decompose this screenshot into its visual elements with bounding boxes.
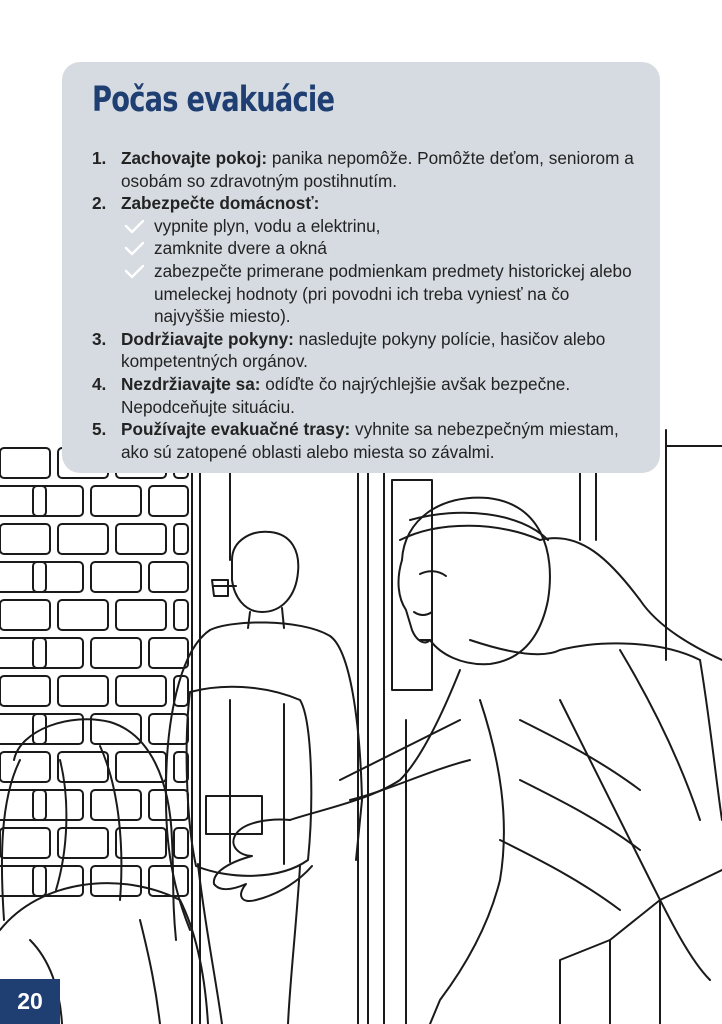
door-frame — [192, 430, 722, 1024]
step-number: 5. — [92, 419, 107, 440]
brick — [33, 638, 83, 668]
brick — [91, 562, 141, 592]
brick — [116, 600, 166, 630]
step-text: vyhnite sa nebezpečným miestam, ako sú zatopené oblasti alebo miesta so závalmi. — [121, 419, 619, 462]
step-item — [92, 373, 637, 418]
step-item — [92, 418, 637, 463]
brick — [58, 676, 108, 706]
brick — [149, 866, 188, 896]
step-item — [92, 328, 637, 373]
brick — [0, 524, 50, 554]
brick — [0, 486, 46, 516]
brick — [91, 486, 141, 516]
step-text: panika nepomôže. Pomôžte deťom, seniorom a osobám so zdravotným postihnutím. — [121, 148, 634, 191]
brick — [149, 638, 188, 668]
brick — [116, 676, 166, 706]
brick — [116, 752, 166, 782]
brick — [0, 562, 46, 592]
substep-item — [121, 215, 637, 238]
page-number: 20 — [0, 979, 60, 1024]
brick — [0, 448, 50, 478]
substeps-list — [121, 215, 637, 328]
stairs — [560, 870, 722, 1024]
brick — [58, 524, 108, 554]
substep-text: vypnite plyn, vodu a elektrinu, — [154, 215, 381, 236]
step-number: 1. — [92, 148, 107, 168]
brick — [91, 866, 141, 896]
step-label: Nezdržiavajte sa: — [121, 373, 261, 394]
check-icon — [124, 264, 145, 279]
brick — [0, 600, 50, 630]
brick — [33, 790, 83, 820]
woman-guiding — [214, 498, 722, 1024]
brick — [58, 752, 108, 782]
check-icon — [124, 241, 145, 256]
brick — [58, 600, 108, 630]
substep-item — [121, 260, 637, 328]
brick — [0, 714, 46, 744]
step-text: nasledujte pokyny polície, hasičov alebo kompetentných orgánov. — [121, 328, 606, 372]
brick — [149, 562, 188, 592]
brick — [0, 752, 50, 782]
brick — [116, 524, 166, 554]
brick — [33, 486, 83, 516]
brick — [0, 866, 46, 896]
substep-text: zabezpečte primerane podmienkam predmety historickej alebo umeleckej hodnoty (pri povodni ich treba vyniesť na čo najvyššie miesto). — [154, 260, 632, 327]
step-label: Používajte evakuačné trasy: — [121, 419, 351, 440]
page-title: Počas evakuácie — [92, 80, 335, 120]
step-label: Zabezpečte domácnosť: — [121, 193, 320, 214]
substep-item — [121, 237, 637, 260]
step-label: Zachovajte pokoj: — [121, 148, 268, 168]
brick — [91, 714, 141, 744]
brick — [174, 524, 188, 554]
brick — [174, 600, 188, 630]
brick — [91, 638, 141, 668]
step-item — [92, 147, 637, 192]
step-number: 4. — [92, 373, 107, 394]
boy-with-backpack — [166, 532, 362, 1024]
brick — [0, 828, 50, 858]
step-label: Dodržiavajte pokyny: — [121, 328, 294, 349]
substep-text: zamknite dvere a okná — [154, 238, 327, 259]
step-number: 2. — [92, 193, 107, 214]
brick — [116, 828, 166, 858]
evacuation-steps-list — [92, 147, 637, 463]
step-item — [92, 192, 637, 328]
check-icon — [124, 219, 145, 234]
brick — [0, 638, 46, 668]
brick — [0, 676, 50, 706]
brick — [33, 562, 83, 592]
step-text: odíďte čo najrýchlejšie avšak bezpečne. Nepodceňujte situáciu. — [121, 373, 571, 417]
brick — [174, 828, 188, 858]
step-number: 3. — [92, 328, 107, 349]
brick-wall — [0, 448, 188, 896]
brick — [149, 486, 188, 516]
